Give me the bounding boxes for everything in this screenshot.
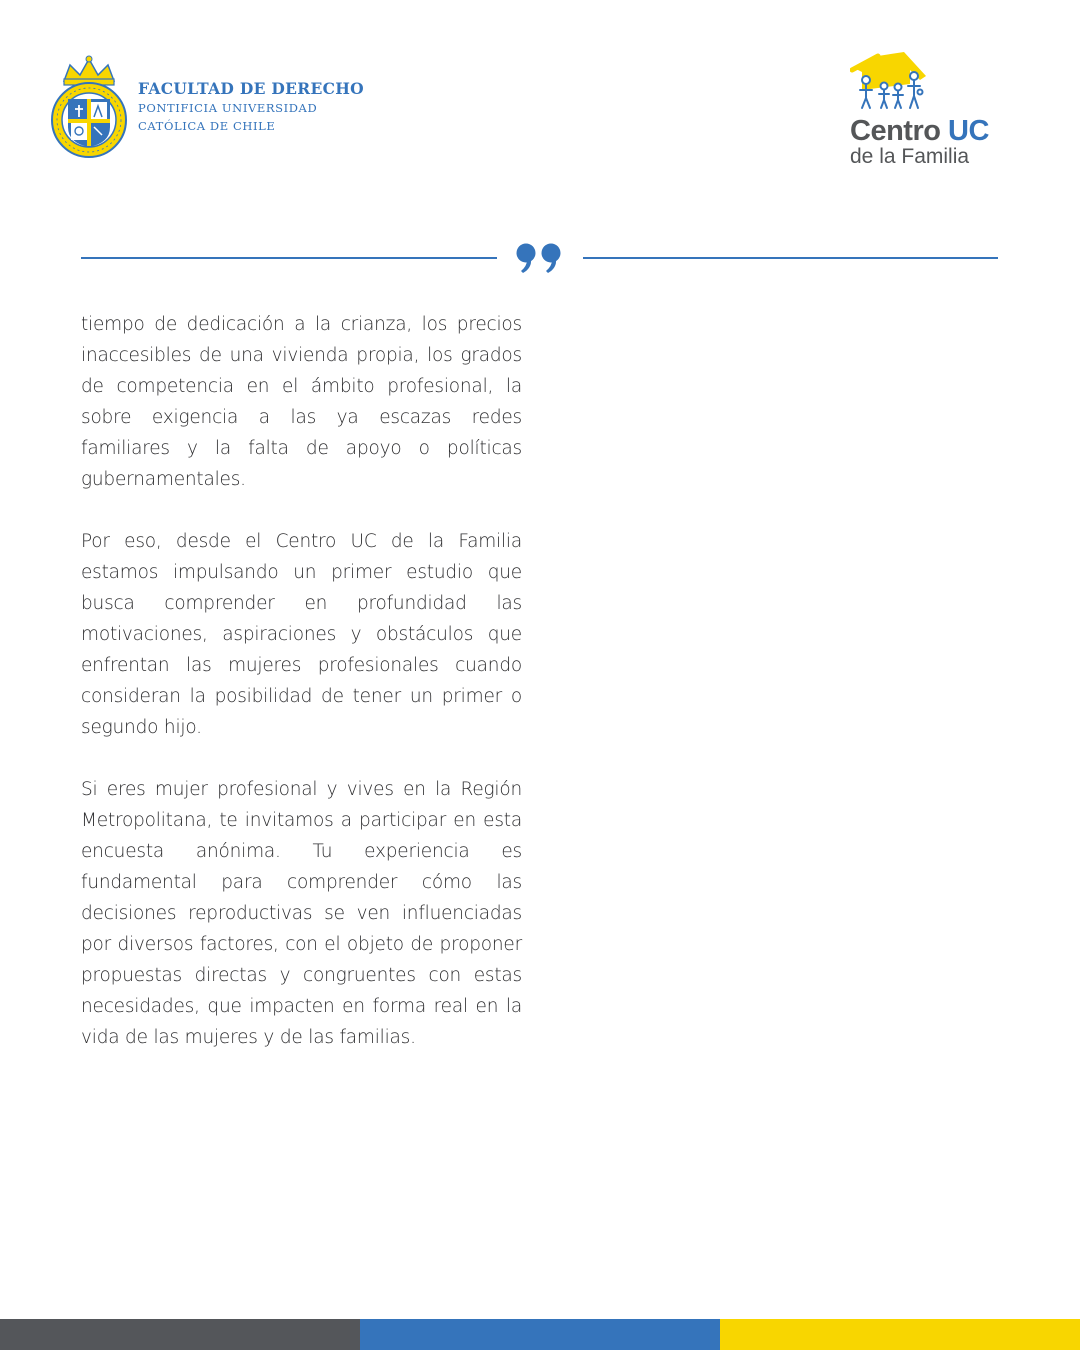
footer-bar-yellow	[720, 1319, 1080, 1350]
faculty-title: FACULTAD DE DERECHO	[138, 79, 364, 98]
uc-seal-icon	[50, 55, 128, 159]
article-paragraph: tiempo de dedicación a la crianza, los precios inaccesibles de una vivienda propia, los grados de competencia en el ámbito profesional, la sobre exigencia a las ya escazas redes familiares y la falta de apoyo o políticas gubernamentales.	[81, 314, 522, 490]
footer-color-bar	[0, 1319, 1080, 1350]
divider-line-left	[81, 257, 497, 259]
faculty-logo	[50, 55, 364, 159]
quote-icon	[515, 242, 563, 278]
article-body	[81, 309, 522, 1084]
family-house-icon	[850, 50, 1030, 110]
centro-subtitle: de la Familia	[850, 145, 970, 168]
footer-bar-gray	[0, 1319, 360, 1350]
footer-bar-blue	[360, 1319, 720, 1350]
centro-uc-logo	[850, 50, 1030, 168]
centro-name-uc: UC	[948, 115, 989, 147]
centro-name	[850, 116, 1030, 146]
faculty-text	[138, 79, 364, 135]
article-paragraph: Si eres mujer profesional y vives en la Región Metropolitana, te invitamos a participar en esta encuesta anónima. Tu experiencia es fundamental para comprender cómo las decisiones reproductivas se ven influenciadas por diversos factores, con el objeto de proponer propuestas directas y congruentes con estas necesidades, que impacten en forma real en la vida de las mujeres y de las familias.	[81, 779, 522, 1048]
university-name-line1: PONTIFICIA UNIVERSIDAD	[138, 101, 318, 115]
header	[0, 0, 1080, 200]
divider-line-right	[583, 257, 998, 259]
quote-divider	[81, 240, 998, 276]
article-paragraph: Por eso, desde el Centro UC de la Familia estamos impulsando un primer estudio que busca comprender en profundidad las motivaciones, aspiraciones y obstáculos que enfrentan las mujeres profesionales cuando consideran la posibilidad de tener un primer o segundo hijo.	[81, 531, 522, 738]
university-name-line2: CATÓLICA DE CHILE	[138, 119, 276, 133]
centro-name-part1: Centro	[850, 115, 941, 147]
